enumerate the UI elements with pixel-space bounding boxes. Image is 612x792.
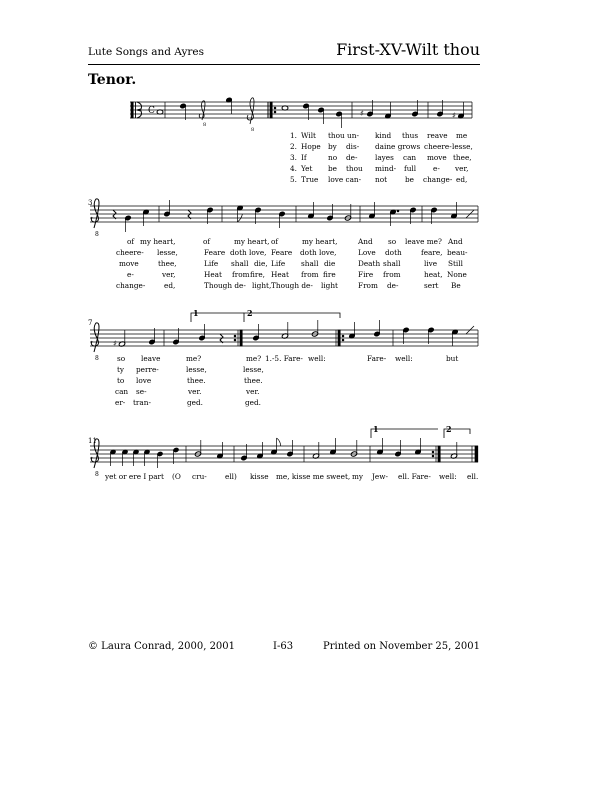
small-treble-8-clef — [199, 101, 206, 128]
lyric: lesse, — [243, 365, 264, 374]
lyric: ell) — [225, 472, 237, 481]
lyric: change- — [116, 281, 146, 290]
svg-text:8: 8 — [95, 231, 99, 238]
part-name: Tenor. — [88, 72, 137, 88]
lyric: doth love, — [230, 248, 267, 257]
lyric: Death — [358, 259, 381, 268]
lyric: And — [358, 237, 373, 246]
lyric: thus — [402, 131, 419, 140]
lyric: full — [404, 164, 417, 173]
lyric: ed, — [164, 281, 176, 290]
lyric: can — [115, 387, 129, 396]
staff-system-4 — [90, 429, 478, 478]
verse-number: 2. — [290, 142, 297, 151]
lyric: shall — [231, 259, 249, 268]
lyric: be — [328, 164, 337, 173]
lyric: kisse — [250, 472, 269, 481]
lyric: not — [375, 175, 388, 184]
lyric: And — [448, 237, 463, 246]
lyric: to — [117, 376, 125, 385]
lyric: change- — [423, 175, 453, 184]
lyric: thou un- — [328, 131, 359, 140]
lyric: yet or ere I part — [105, 472, 164, 481]
lyric: well: — [439, 472, 457, 481]
lyric: Fare- — [367, 354, 387, 363]
small-treble-8-clef-2 — [247, 98, 254, 133]
lyric: thee. — [187, 376, 206, 385]
lyric: ver. — [246, 387, 260, 396]
svg-text:♯: ♯ — [452, 111, 456, 120]
lyric: Be — [451, 281, 461, 290]
lyric: cheere- — [116, 248, 144, 257]
lyric: Hope — [301, 142, 321, 151]
lyric: leave — [141, 354, 161, 363]
lyric: Life — [271, 259, 286, 268]
treble-8-clef — [91, 323, 99, 362]
lyric: ver, — [455, 164, 469, 173]
lyric: die, — [254, 259, 268, 268]
lyric: True — [301, 175, 319, 184]
lyric: ged. — [187, 398, 203, 407]
lyric: ver. — [188, 387, 202, 396]
common-time: C — [148, 106, 155, 116]
lyric: move — [427, 153, 447, 162]
lyric: daine grows — [375, 142, 421, 151]
measure-number: 11 — [88, 437, 97, 445]
lyric: move — [119, 259, 139, 268]
lyric: er- — [115, 398, 126, 407]
lyric: fire — [323, 270, 336, 279]
lyric: from — [383, 270, 401, 279]
staff-system-1 — [130, 97, 472, 133]
lyric: Though de- — [271, 281, 313, 290]
ending-1-label: 1 — [373, 424, 379, 434]
lyric: my heart, — [234, 237, 270, 246]
ending-2-label: 2 — [247, 308, 253, 318]
lyric: heat, — [424, 270, 443, 279]
lyric: by — [328, 142, 337, 151]
staff-lines — [90, 446, 478, 462]
lyric: me? — [246, 354, 262, 363]
lyric: live — [424, 259, 438, 268]
ending-1-label: 1 — [193, 308, 199, 318]
lyric: layes — [375, 153, 394, 162]
lyric: ged. — [245, 398, 261, 407]
lyric: shall — [301, 259, 319, 268]
lyric: reave — [427, 131, 448, 140]
lyric: ver, — [162, 270, 176, 279]
song-title: First-XV-Wilt thou — [336, 40, 480, 59]
lyric: sert — [424, 281, 439, 290]
lyric: (O — [172, 472, 181, 481]
lyric: Life — [204, 259, 219, 268]
copyright: © Laura Conrad, 2000, 2001 — [88, 641, 236, 652]
lyric: of — [127, 237, 135, 246]
lyric: ed, — [456, 175, 468, 184]
lyric: love — [136, 376, 152, 385]
lyric: From — [358, 281, 378, 290]
printed-date: Printed on November 25, 2001 — [323, 641, 480, 652]
lyric: Still — [448, 259, 463, 268]
lyric: can — [403, 153, 417, 162]
lyric: kind — [375, 131, 392, 140]
lyric: doth — [385, 248, 402, 257]
lyric: Wilt — [301, 131, 316, 140]
lyric: so — [388, 237, 397, 246]
lyric: from — [232, 270, 250, 279]
lyric: Though de- — [204, 281, 246, 290]
staff-system-2 — [90, 199, 478, 238]
lyric: no — [328, 153, 338, 162]
lyric: e- — [127, 270, 134, 279]
volta-brackets — [371, 429, 470, 438]
lyric: thee, — [453, 153, 472, 162]
lyric: beau- — [447, 248, 468, 257]
lyric: thou — [346, 164, 363, 173]
lyric: well: — [308, 354, 326, 363]
treble-8-clef — [91, 199, 99, 238]
lyric: my — [352, 472, 364, 481]
lyric: doth love, — [300, 248, 337, 257]
lyric: me? — [186, 354, 202, 363]
lyric: thee, — [158, 259, 177, 268]
lyric: fire, — [250, 270, 265, 279]
lyric: cru- — [192, 472, 207, 481]
lyric: leave me? — [405, 237, 442, 246]
lyric: perre- — [136, 365, 159, 374]
lyric: ell. Fare- — [398, 472, 431, 481]
lyric: lesse, — [452, 142, 473, 151]
lyric: e- — [433, 164, 440, 173]
verse-number: 4. — [290, 164, 297, 173]
lyric: well: — [395, 354, 413, 363]
lyric: die — [324, 259, 336, 268]
lyric: dis- — [346, 142, 360, 151]
verse-number: 5. — [290, 175, 297, 184]
lyric: Yet — [301, 164, 313, 173]
verse-number: 3. — [290, 153, 297, 162]
lyric: my heart, — [140, 237, 176, 246]
page-number: I-63 — [273, 641, 294, 652]
lyric: me — [456, 131, 468, 140]
lyric: my heart, — [302, 237, 338, 246]
lyric: de- — [346, 153, 358, 162]
lyric: lesse, — [186, 365, 207, 374]
lyric: tran- — [133, 398, 151, 407]
lyric: from — [301, 270, 319, 279]
lyric: so — [117, 354, 126, 363]
lyric: mind- — [375, 164, 397, 173]
lyric: Fire — [358, 270, 374, 279]
lyric: feare, — [421, 248, 443, 257]
verse-number: 1. — [290, 131, 297, 140]
lyric: de- — [387, 281, 399, 290]
svg-text:♯: ♯ — [360, 109, 364, 118]
lyric: shall — [383, 259, 401, 268]
lyric: Love — [358, 248, 376, 257]
lyric: me, kisse me sweet, — [276, 472, 351, 481]
measure-number: 3 — [88, 199, 93, 207]
svg-text:8: 8 — [95, 355, 99, 362]
lyric: Feare — [204, 248, 226, 257]
lyric: Jew- — [372, 472, 388, 481]
lyric: thee. — [244, 376, 263, 385]
svg-text:8: 8 — [203, 122, 207, 128]
lyric: None — [447, 270, 467, 279]
lyric: se- — [136, 387, 147, 396]
measure-number: 7 — [88, 319, 93, 327]
lyric: love can- — [328, 175, 362, 184]
lyric: lesse, — [157, 248, 178, 257]
lyric: Feare — [271, 248, 293, 257]
lyric: ell. — [467, 472, 479, 481]
lyric: cheere- — [424, 142, 452, 151]
ending-2-label: 2 — [446, 424, 452, 434]
lyric: of — [271, 237, 279, 246]
lyric: light — [321, 281, 338, 290]
svg-text:8: 8 — [251, 127, 255, 133]
lyric: of — [203, 237, 211, 246]
svg-text:♯: ♯ — [113, 339, 117, 348]
lyric: ty — [117, 365, 125, 374]
lyric: Heat — [204, 270, 222, 279]
lyric: Heat — [271, 270, 289, 279]
lyric: 1.-5. Fare- — [265, 354, 303, 363]
lyric: light, — [252, 281, 272, 290]
svg-text:8: 8 — [95, 471, 99, 478]
lyric: but — [446, 354, 459, 363]
lyric: be — [405, 175, 414, 184]
lyric: If — [301, 153, 307, 162]
book-title: Lute Songs and Ayres — [88, 46, 205, 58]
